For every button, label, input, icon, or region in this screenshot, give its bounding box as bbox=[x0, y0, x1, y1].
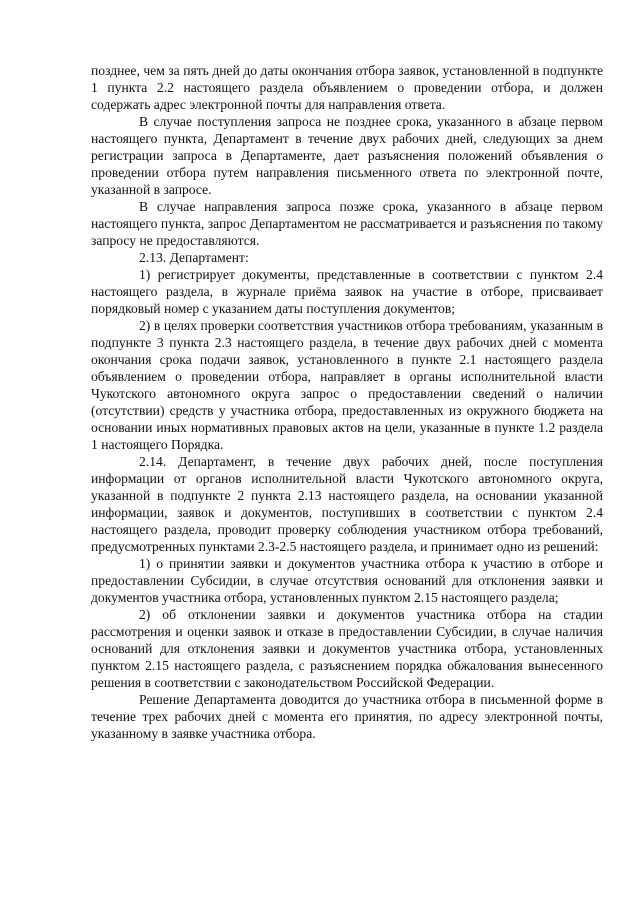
clause-2-14-item-2: 2) об отклонении заявки и документов участника отбора на стадии рассмотрения и оценки заявок и отказе в предоставлении Субсидии, в случае наличия оснований для отклонения заявки и документов участника отбора, установленных пунктом 2.15 настоящего раздела, с разъяснением порядка обжалования вынесенного решения в соответствии с законодательством Российской Федерации. bbox=[91, 607, 603, 690]
clause-2-13-heading: 2.13. Департамент: bbox=[139, 250, 249, 265]
clause-2-13-item-1: 1) регистрирует документы, представленные в соответствии с пунктом 2.4 настоящего раздела, в журнале приёма заявок на участие в отборе, присваивает порядковый номер с указанием даты поступления документов; bbox=[91, 267, 603, 316]
paragraph-response-terms: В случае поступления запроса не позднее срока, указанного в абзаце первом настоящего пункта, Департамент в течение двух рабочих дней, следующих за днем регистрации запроса в Департаменте, дает разъяснения положений объявления о проведении отбора путем направления письменного ответа по электронной почте, указанной в запросе. bbox=[91, 114, 603, 197]
paragraph-continuation: позднее, чем за пять дней до даты окончания отбора заявок, установленной в подпункте 1 пункта 2.2 настоящего раздела объявлением о проведении отбора, и должен содержать адрес электронной почты для направления ответа. bbox=[91, 63, 603, 112]
paragraph-late-request: В случае направления запроса позже срока, указанного в абзаце первом настоящего пункта, запрос Департаментом не рассматривается и разъяснения по такому запросу не предоставляются. bbox=[91, 199, 603, 248]
clause-2-14-item-1: 1) о принятии заявки и документов участника отбора к участию в отборе и предоставлении Субсидии, в случае отсутствия оснований для отклонения заявки и документов участника отбора, установленных пунктом 2.15 настоящего раздела; bbox=[91, 556, 603, 605]
clause-2-14: 2.14. Департамент, в течение двух рабочих дней, после поступления информации от органов исполнительной власти Чукотского автономного округа, указанной в подпункте 2 пункта 2.13 настоящего раздела, на основании указанной информации, заявок и документов, поступивших в соответствии с пунктом 2.4 настоящего раздела, проводит проверку соблюдения участником отбора требований, предусмотренных пунктами 2.3-2.5 настоящего раздела, и принимает одно из решений: bbox=[91, 454, 603, 554]
clause-2-13-item-2: 2) в целях проверки соответствия участников отбора требованиям, указанным в подпункте 3 пункта 2.3 настоящего раздела, в течение двух рабочих дней с момента окончания срока подачи заявок, установленного в пункте 2.1 настоящего раздела объявлением о проведении отбора, направляет в органы исполнительной власти Чукотского автономного округа запрос о предоставлении сведений о наличии (отсутствии) средств у участника отбора, предоставленных из окружного бюджета на основании иных нормативных правовых актов на цели, указанные в пункте 1.2 раздела 1 настоящего Порядка. bbox=[91, 318, 603, 452]
document-page bbox=[91, 62, 603, 742]
paragraph-decision-notice: Решение Департамента доводится до участника отбора в письменной форме в течение трех рабочих дней с момента его принятия, по адресу электронной почты, указанному в заявке участника отбора. bbox=[91, 692, 603, 741]
